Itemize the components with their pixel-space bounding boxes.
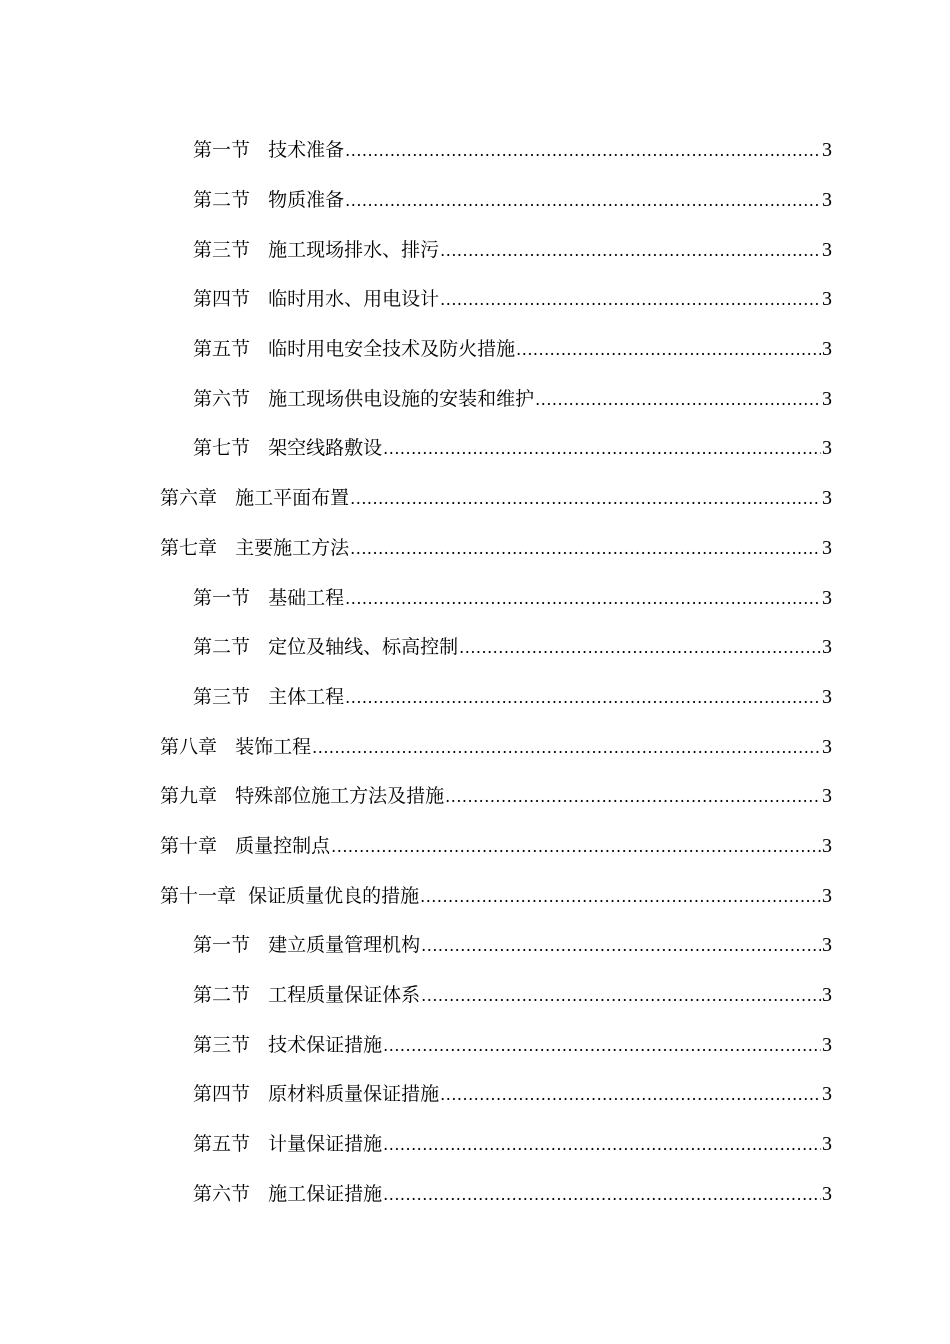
toc-entry[interactable] xyxy=(0,422,950,472)
toc-entry[interactable] xyxy=(0,1018,950,1068)
toc-entry[interactable] xyxy=(0,571,950,621)
toc-entry-number: 第七章 xyxy=(160,536,218,559)
toc-entry-page: 3 xyxy=(822,685,832,708)
toc-entry-number: 第六节 xyxy=(193,1182,251,1205)
dot-leader xyxy=(383,439,821,458)
toc-entry-number: 第四节 xyxy=(193,1083,251,1106)
toc-entry-page: 3 xyxy=(822,338,832,361)
dot-leader xyxy=(345,589,821,608)
toc-entry-number: 第九章 xyxy=(160,785,218,808)
toc-entry-title: 施工平面布置 xyxy=(235,487,350,510)
toc-entry-title: 保证质量优良的措施 xyxy=(248,884,420,907)
toc-entry-title: 工程质量保证体系 xyxy=(268,984,421,1007)
toc-entry-number: 第四节 xyxy=(193,288,251,311)
toc-entry[interactable] xyxy=(0,969,950,1019)
toc-entry-number: 第二节 xyxy=(193,189,251,212)
toc-entry-title: 质量控制点 xyxy=(235,834,331,857)
toc-entry-page: 3 xyxy=(822,884,832,907)
toc-entry-title: 装饰工程 xyxy=(235,735,312,758)
toc-entry-page: 3 xyxy=(822,1182,832,1205)
dot-leader xyxy=(440,241,821,260)
toc-entry-number: 第三节 xyxy=(193,1033,251,1056)
toc-entry-title: 特殊部位施工方法及措施 xyxy=(235,785,445,808)
toc-entry-page: 3 xyxy=(822,1033,832,1056)
toc-entry[interactable] xyxy=(0,720,950,770)
toc-entry-title: 计量保证措施 xyxy=(268,1133,383,1156)
toc-entry-number: 第十章 xyxy=(160,834,218,857)
toc-entry-title: 技术保证措施 xyxy=(268,1033,383,1056)
toc-entry-page: 3 xyxy=(822,288,832,311)
toc-entry[interactable] xyxy=(0,174,950,224)
dot-leader xyxy=(383,1185,821,1204)
dot-leader xyxy=(420,887,821,906)
toc-entry-title: 主要施工方法 xyxy=(235,536,350,559)
toc-entry-page: 3 xyxy=(822,586,832,609)
toc-entry-title: 施工保证措施 xyxy=(268,1182,383,1205)
dot-leader xyxy=(535,390,821,409)
toc-entry[interactable] xyxy=(0,372,950,422)
toc-entry-title: 施工现场供电设施的安装和维护 xyxy=(268,387,535,410)
table-of-contents xyxy=(0,124,950,1217)
dot-leader xyxy=(350,539,821,558)
toc-entry-number: 第十一章 xyxy=(160,884,237,907)
toc-entry[interactable] xyxy=(0,820,950,870)
toc-entry-number: 第六节 xyxy=(193,387,251,410)
toc-entry[interactable] xyxy=(0,671,950,721)
toc-entry[interactable] xyxy=(0,124,950,174)
toc-entry-title: 原材料质量保证措施 xyxy=(268,1083,440,1106)
toc-entry[interactable] xyxy=(0,919,950,969)
toc-entry-page: 3 xyxy=(822,636,832,659)
toc-entry[interactable] xyxy=(0,1167,950,1217)
toc-entry[interactable] xyxy=(0,323,950,373)
toc-entry-page: 3 xyxy=(822,189,832,212)
toc-entry-page: 3 xyxy=(822,1083,832,1106)
toc-entry-title: 物质准备 xyxy=(268,189,345,212)
toc-entry-title: 技术准备 xyxy=(268,139,345,162)
dot-leader xyxy=(383,1036,821,1055)
toc-entry-title: 定位及轴线、标高控制 xyxy=(268,636,459,659)
toc-entry[interactable] xyxy=(0,273,950,323)
dot-leader xyxy=(331,837,821,856)
toc-entry-number: 第六章 xyxy=(160,487,218,510)
dot-leader xyxy=(345,141,821,160)
dot-leader xyxy=(459,638,821,657)
toc-entry-number: 第二节 xyxy=(193,636,251,659)
toc-entry-page: 3 xyxy=(822,238,832,261)
toc-entry-title: 临时用电安全技术及防火措施 xyxy=(268,338,516,361)
dot-leader xyxy=(350,489,821,508)
toc-entry-number: 第三节 xyxy=(193,685,251,708)
dot-leader xyxy=(440,1085,821,1104)
toc-entry[interactable] xyxy=(0,1068,950,1118)
toc-entry-number: 第一节 xyxy=(193,139,251,162)
toc-entry[interactable] xyxy=(0,223,950,273)
toc-entry[interactable] xyxy=(0,472,950,522)
toc-entry[interactable] xyxy=(0,522,950,572)
toc-entry-number: 第一节 xyxy=(193,586,251,609)
toc-entry-number: 第一节 xyxy=(193,934,251,957)
dot-leader xyxy=(421,986,821,1005)
toc-entry-page: 3 xyxy=(822,785,832,808)
toc-entry-page: 3 xyxy=(822,487,832,510)
toc-entry-page: 3 xyxy=(822,735,832,758)
toc-entry-title: 建立质量管理机构 xyxy=(268,934,421,957)
toc-entry-number: 第五节 xyxy=(193,1133,251,1156)
dot-leader xyxy=(516,340,821,359)
dot-leader xyxy=(345,191,821,210)
toc-entry-title: 基础工程 xyxy=(268,586,345,609)
dot-leader xyxy=(445,787,821,806)
dot-leader xyxy=(440,290,821,309)
toc-entry-number: 第七节 xyxy=(193,437,251,460)
toc-entry-number: 第三节 xyxy=(193,238,251,261)
toc-entry-page: 3 xyxy=(822,387,832,410)
toc-entry[interactable] xyxy=(0,770,950,820)
toc-entry-page: 3 xyxy=(822,834,832,857)
toc-entry-page: 3 xyxy=(822,1133,832,1156)
toc-entry[interactable] xyxy=(0,621,950,671)
toc-entry-number: 第二节 xyxy=(193,984,251,1007)
dot-leader xyxy=(345,688,821,707)
dot-leader xyxy=(421,936,821,955)
toc-entry-number: 第五节 xyxy=(193,338,251,361)
toc-entry[interactable] xyxy=(0,869,950,919)
toc-entry-page: 3 xyxy=(822,139,832,162)
dot-leader xyxy=(312,738,821,757)
toc-entry-page: 3 xyxy=(822,437,832,460)
toc-entry-title: 临时用水、用电设计 xyxy=(268,288,440,311)
toc-entry-page: 3 xyxy=(822,536,832,559)
toc-entry[interactable] xyxy=(0,1118,950,1168)
toc-entry-title: 施工现场排水、排污 xyxy=(268,238,440,261)
toc-entry-page: 3 xyxy=(822,934,832,957)
dot-leader xyxy=(383,1135,821,1154)
toc-entry-title: 架空线路敷设 xyxy=(268,437,383,460)
toc-entry-page: 3 xyxy=(822,984,832,1007)
toc-entry-title: 主体工程 xyxy=(268,685,345,708)
toc-entry-number: 第八章 xyxy=(160,735,218,758)
